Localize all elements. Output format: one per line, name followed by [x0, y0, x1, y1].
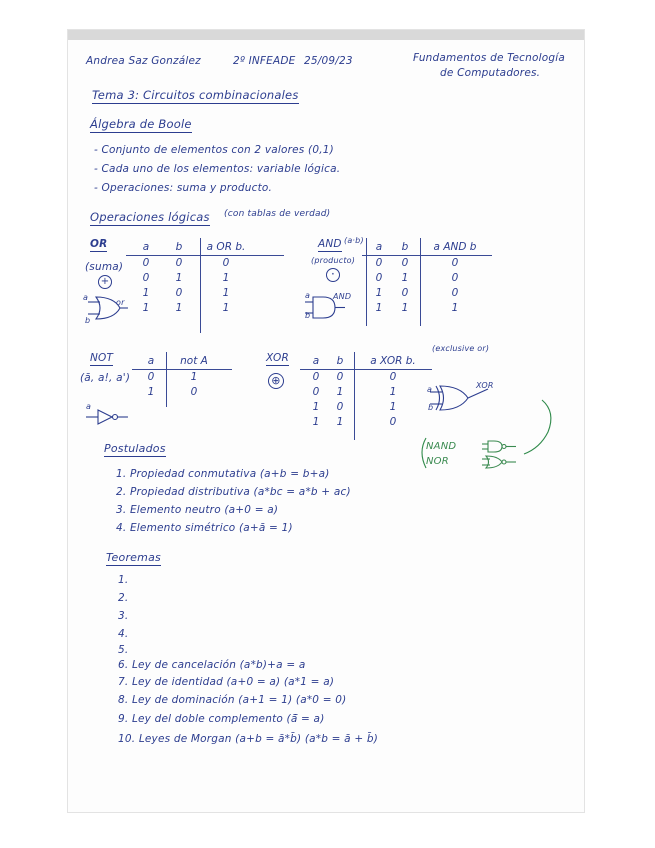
postulado-item-4: 4. Elemento simétrico (a+ā = 1) — [116, 522, 293, 534]
table-cell: 1 — [175, 271, 183, 284]
or-alias: (suma) — [85, 261, 124, 273]
author-name: Andrea Saz González — [86, 55, 201, 67]
dot-symbol-icon: · — [326, 268, 340, 282]
and-truth-table — [367, 238, 491, 315]
or-header-result: a OR b. — [206, 240, 246, 253]
not-alias: (ā, a!, a') — [80, 372, 131, 384]
and-table-vline-left — [366, 238, 367, 326]
table-cell: 0 — [375, 271, 383, 284]
or-gate-input-a: a — [83, 293, 89, 302]
table-cell: 1 — [222, 286, 230, 299]
teorema-item-3: 3. — [118, 610, 129, 622]
xor-header-b: b — [336, 354, 344, 367]
table-cell: 1 — [401, 301, 409, 314]
table-cell: 1 — [222, 271, 230, 284]
teorema-item-1: 1. — [118, 574, 129, 586]
not-header-result: not A — [180, 354, 208, 367]
table-cell: 0 — [401, 256, 409, 269]
table-cell: 0 — [222, 256, 230, 269]
not-table-vline — [166, 352, 167, 407]
nor-label: NOR — [426, 456, 449, 467]
xor-note: (exclusive or) — [432, 344, 490, 353]
not-gate-icon — [86, 408, 132, 426]
or-table-hline — [126, 255, 284, 256]
nand-nor-gates-icon — [482, 439, 522, 471]
teorema-item-2: 2. — [118, 592, 129, 604]
table-cell: 1 — [375, 286, 383, 299]
table-cell: 0 — [142, 256, 150, 269]
xor-gate-input-b: b — [428, 403, 434, 412]
or-truth-table — [130, 238, 256, 315]
teorema-item-4: 4. — [118, 628, 129, 640]
teorema-item-7: 7. Ley de identidad (a+0 = a) (a*1 = a) — [118, 676, 335, 688]
table-cell: 1 — [389, 400, 397, 413]
table-cell: 0 — [389, 370, 397, 383]
or-header-b: b — [175, 240, 183, 253]
date-label: 25/09/23 — [304, 55, 353, 67]
xor-gate-input-a: a — [427, 385, 433, 394]
table-cell: 1 — [389, 385, 397, 398]
postulado-item-2: 2. Propiedad distributiva (a*bc = a*b + ac) — [116, 486, 351, 498]
and-header-a: a — [375, 240, 383, 253]
page-top-edge — [68, 30, 584, 40]
teorema-item-10: 10. Leyes de Morgan (a+b = ā*b̄) (a*b = ā + b̄) — [118, 733, 379, 745]
postulado-item-1: 1. Propiedad conmutativa (a+b = b+a) — [116, 468, 330, 480]
or-gate-output: or — [116, 298, 125, 307]
table-cell: 1 — [222, 301, 230, 314]
not-gate-input-a: a — [86, 402, 92, 411]
table-cell: 1 — [401, 271, 409, 284]
not-truth-table — [136, 352, 222, 399]
xor-label: XOR — [266, 352, 289, 364]
xor-symbol-icon: ⊕ — [268, 373, 284, 389]
table-cell: 0 — [142, 271, 150, 284]
or-table-vline — [200, 238, 201, 333]
subject-line-2: de Computadores. — [440, 67, 541, 79]
table-cell: 0 — [389, 415, 397, 428]
operations-note: (con tablas de verdad) — [224, 209, 331, 219]
table-cell: 0 — [190, 385, 198, 398]
plus-symbol-icon: + — [98, 275, 112, 289]
teorema-item-6: 6. Ley de cancelación (a*b)+a = a — [118, 659, 306, 671]
table-cell: 0 — [312, 385, 320, 398]
or-header-a: a — [142, 240, 150, 253]
table-cell: 0 — [336, 400, 344, 413]
xor-table-vline — [354, 352, 355, 440]
xor-header-result: a XOR b. — [370, 354, 416, 367]
table-cell: 0 — [312, 370, 320, 383]
algebra-bullet-1: - Conjunto de elementos con 2 valores (0,1) — [94, 144, 334, 156]
section-heading-algebra: Álgebra de Boole — [90, 117, 192, 131]
or-label: OR — [90, 238, 108, 250]
table-cell: 0 — [401, 286, 409, 299]
and-label: AND — [318, 238, 342, 250]
table-cell: 1 — [451, 301, 459, 314]
and-alias: (producto) — [311, 256, 356, 265]
not-table-hline — [132, 369, 232, 370]
table-cell: 1 — [336, 385, 344, 398]
not-header-a: a — [147, 354, 155, 367]
postulado-item-3: 3. Elemento neutro (a+0 = a) — [116, 504, 279, 516]
table-cell: 0 — [175, 286, 183, 299]
table-cell: 1 — [375, 301, 383, 314]
table-cell: 0 — [451, 286, 459, 299]
and-gate-input-a: a — [305, 291, 311, 300]
xor-table-hline — [300, 369, 432, 370]
and-gate-icon — [305, 296, 347, 320]
section-heading-teoremas: Teoremas — [106, 551, 161, 564]
teorema-item-5: 5. — [118, 644, 129, 656]
and-gate-input-b: b — [305, 311, 311, 320]
nand-label: NAND — [426, 441, 457, 452]
teorema-item-8: 8. Ley de dominación (a+1 = 1) (a*0 = 0) — [118, 694, 347, 706]
subject-line-1: Fundamentos de Tecnología — [413, 52, 565, 64]
table-cell: 0 — [147, 370, 155, 383]
table-cell: 0 — [451, 256, 459, 269]
not-label: NOT — [90, 352, 114, 364]
algebra-bullet-3: - Operaciones: suma y producto. — [94, 182, 273, 194]
table-cell: 1 — [175, 301, 183, 314]
and-header-result: a AND b — [433, 240, 477, 253]
page-title: Tema 3: Circuitos combinacionales — [92, 88, 299, 102]
table-cell: 1 — [142, 286, 150, 299]
course-label: 2º INFEADE — [233, 55, 296, 67]
table-cell: 1 — [147, 385, 155, 398]
xor-header-a: a — [312, 354, 320, 367]
table-cell: 1 — [312, 415, 320, 428]
table-cell: 0 — [451, 271, 459, 284]
table-cell: 0 — [336, 370, 344, 383]
and-table-vline — [420, 238, 421, 326]
table-cell: 0 — [175, 256, 183, 269]
table-cell: 1 — [190, 370, 198, 383]
or-gate-input-b: b — [85, 316, 91, 325]
and-table-hline — [362, 255, 492, 256]
section-heading-postulados: Postulados — [104, 442, 166, 455]
or-gate-icon — [88, 296, 128, 322]
teorema-item-9: 9. Ley del doble complemento (ā̄ = a) — [118, 713, 325, 725]
table-cell: 1 — [142, 301, 150, 314]
table-cell: 1 — [312, 400, 320, 413]
table-cell: 0 — [375, 256, 383, 269]
and-header-b: b — [401, 240, 409, 253]
and-gate-output: AND — [333, 292, 352, 301]
xor-gate-output: XOR — [476, 381, 494, 390]
algebra-bullet-2: - Cada uno de los elementos: variable lógica. — [94, 163, 341, 175]
section-heading-operations: Operaciones lógicas — [90, 210, 210, 224]
table-cell: 1 — [336, 415, 344, 428]
and-alias-top: (a·b) — [344, 236, 364, 245]
